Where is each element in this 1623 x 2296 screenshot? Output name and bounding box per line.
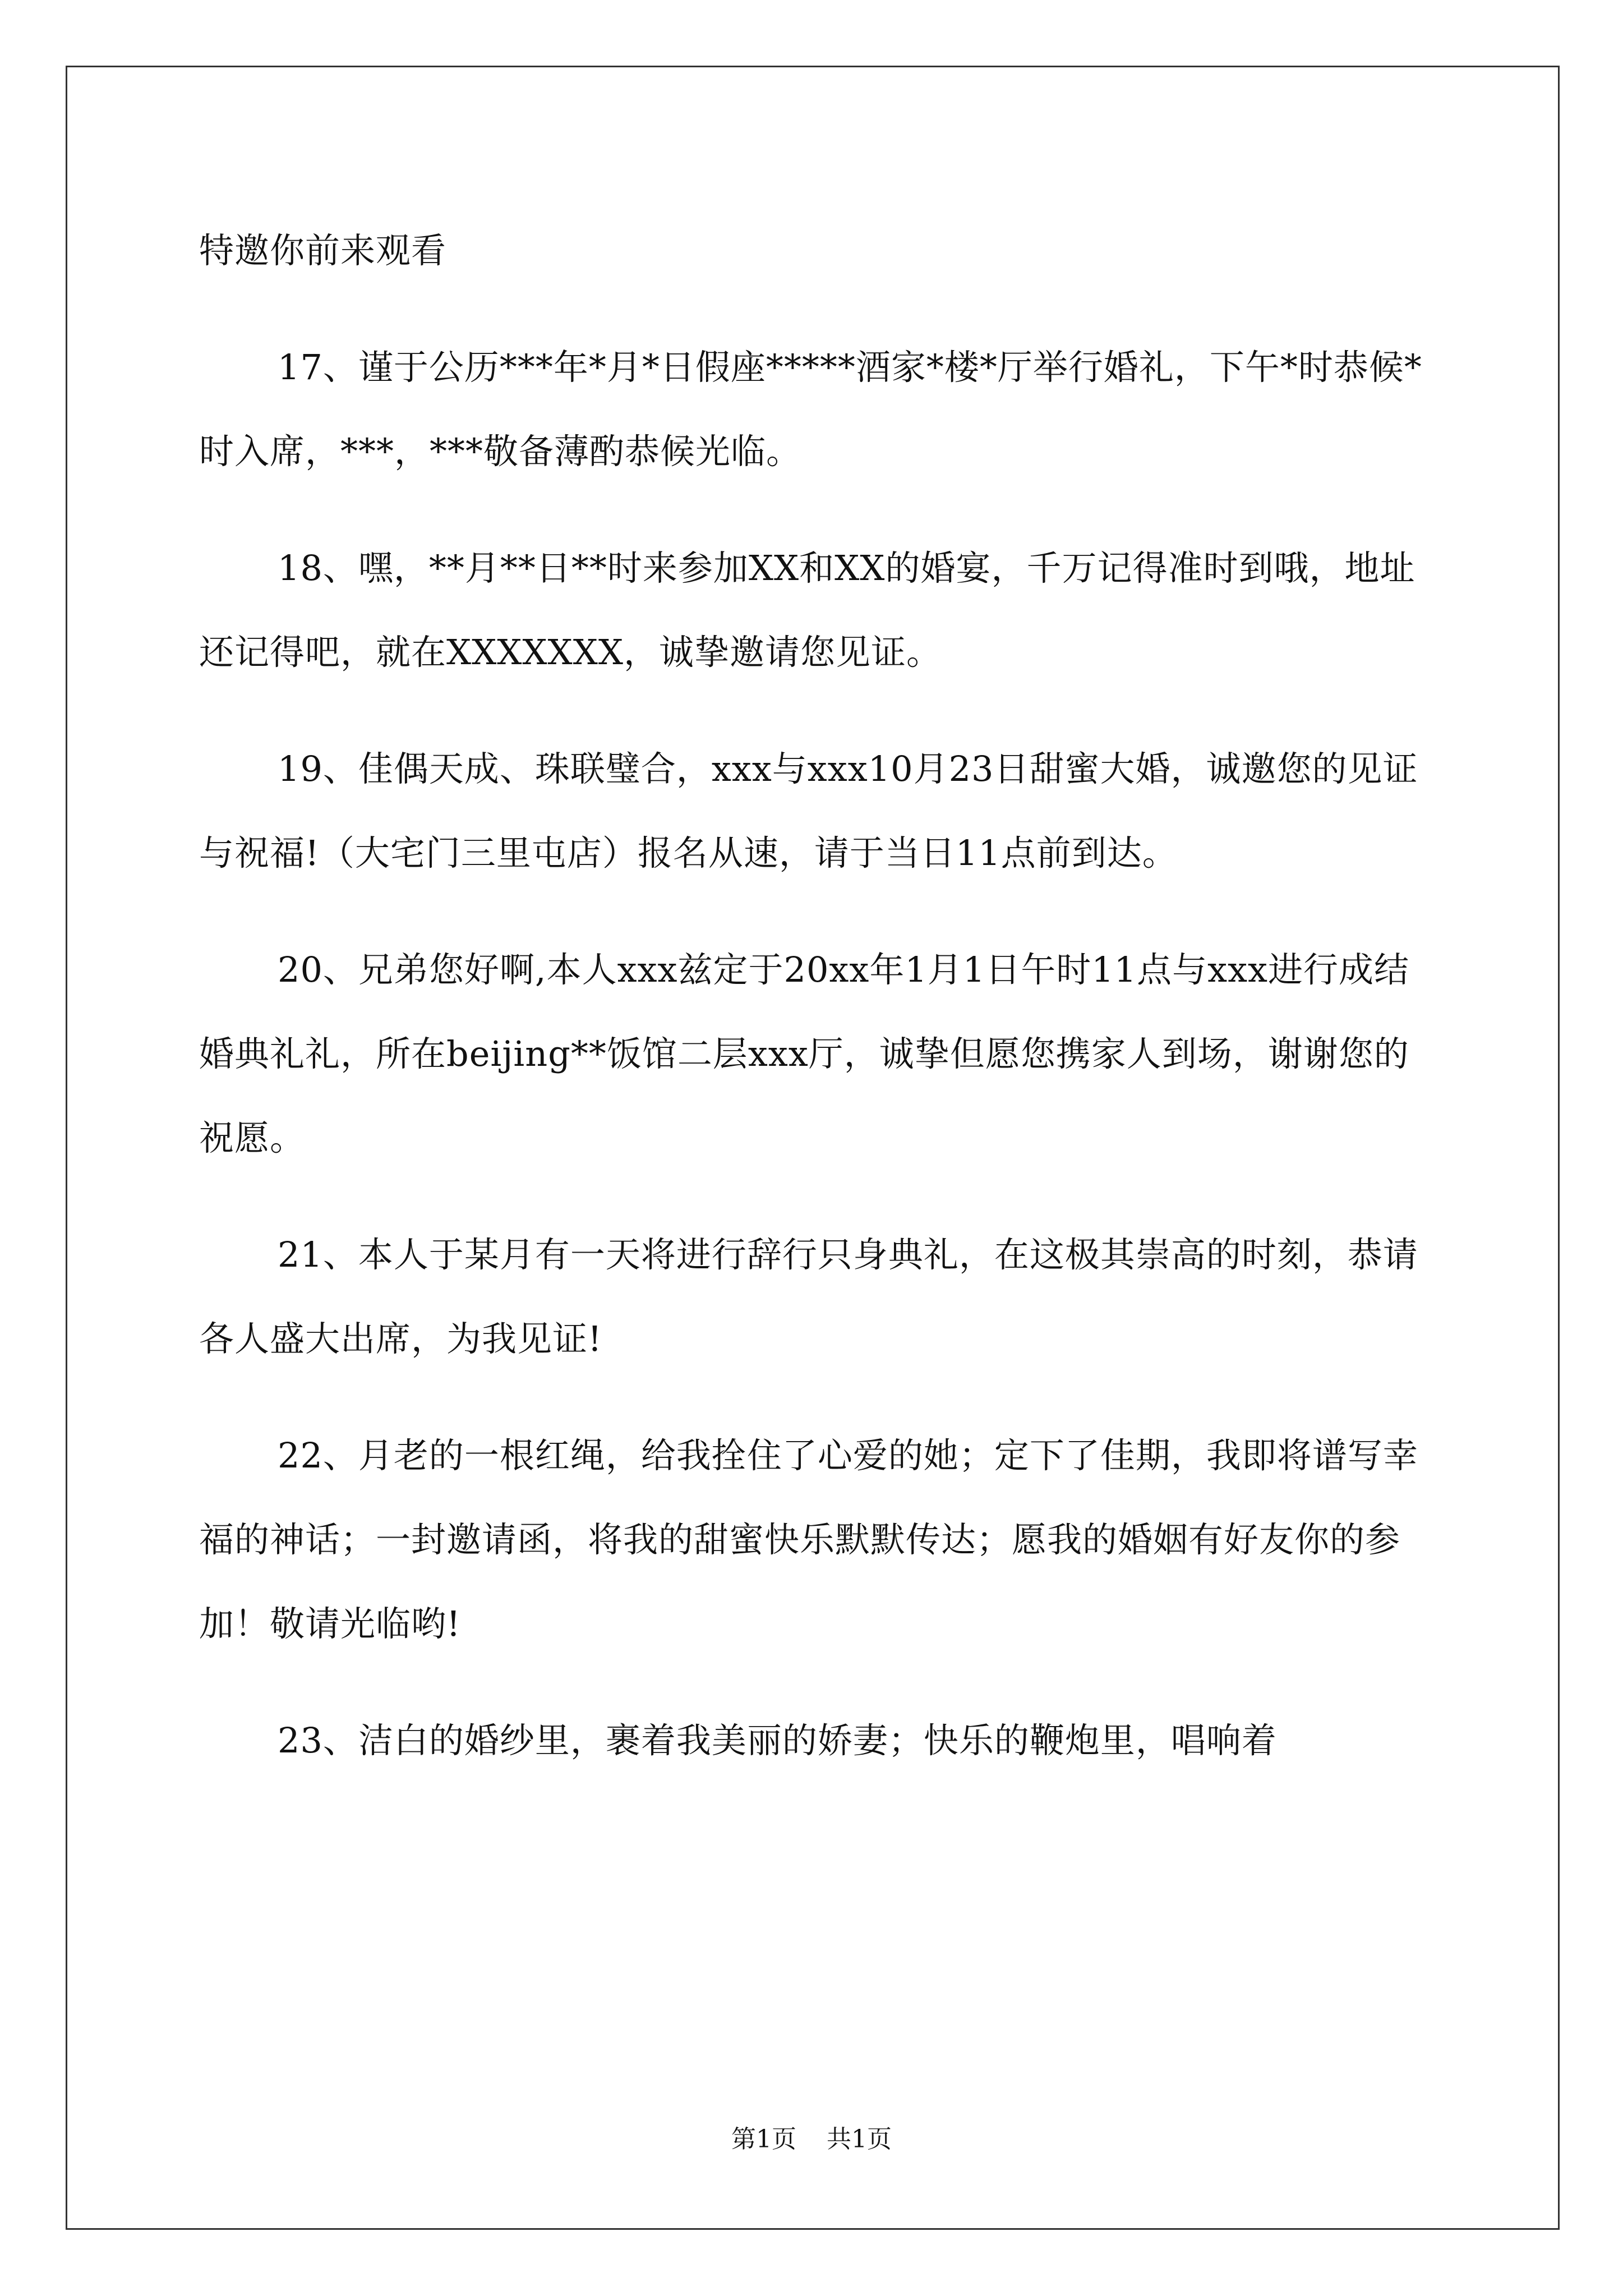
- paragraph: 17、谨于公历***年*月*日假座*****酒家*楼*厅举行婚礼，下午*时恭候*时入席，***，***敬备薄酌恭候光临。: [199, 347, 1422, 472]
- paragraph: 22、月老的一根红绳，给我拴住了心爱的她；定下了佳期，我即将谱写幸福的神话；一封邀请函，将我的甜蜜快乐默默传达；愿我的婚姻有好友你的参加！敬请光临哟!: [199, 1435, 1418, 1644]
- paragraph: 23、洁白的婚纱里，裹着我美丽的娇妻；快乐的鞭炮里，唱响着: [278, 1720, 1277, 1761]
- paragraph: 20、兄弟您好啊,本人xxx兹定于20xx年1月1日午时11点与xxx进行成结婚典礼礼，所在beijing**饭馆二层xxx厅，诚挚但愿您携家人到场，谢谢您的祝愿。: [199, 949, 1410, 1158]
- page-footer: [0, 2123, 1623, 2156]
- paragraph: 21、本人于某月有一天将进行辞行只身典礼，在这极其崇高的时刻，恭请各人盛大出席，为我见证!: [199, 1234, 1418, 1359]
- page-number: 第1页: [731, 2125, 796, 2154]
- paragraph: 18、嘿，**月**日**时来参加XX和XX的婚宴，千万记得准时到哦，地址还记得吧，就在XXXXXXX，诚挚邀请您见证。: [199, 547, 1415, 673]
- paragraph: 特邀你前来观看: [199, 230, 447, 271]
- document-body: [199, 209, 1438, 1815]
- page-total: 共1页: [827, 2125, 892, 2154]
- paragraph: 19、佳偶天成、珠联璧合，xxx与xxx10月23日甜蜜大婚，诚邀您的见证与祝福!（大宅门三里屯店）报名从速，请于当日11点前到达。: [199, 748, 1418, 873]
